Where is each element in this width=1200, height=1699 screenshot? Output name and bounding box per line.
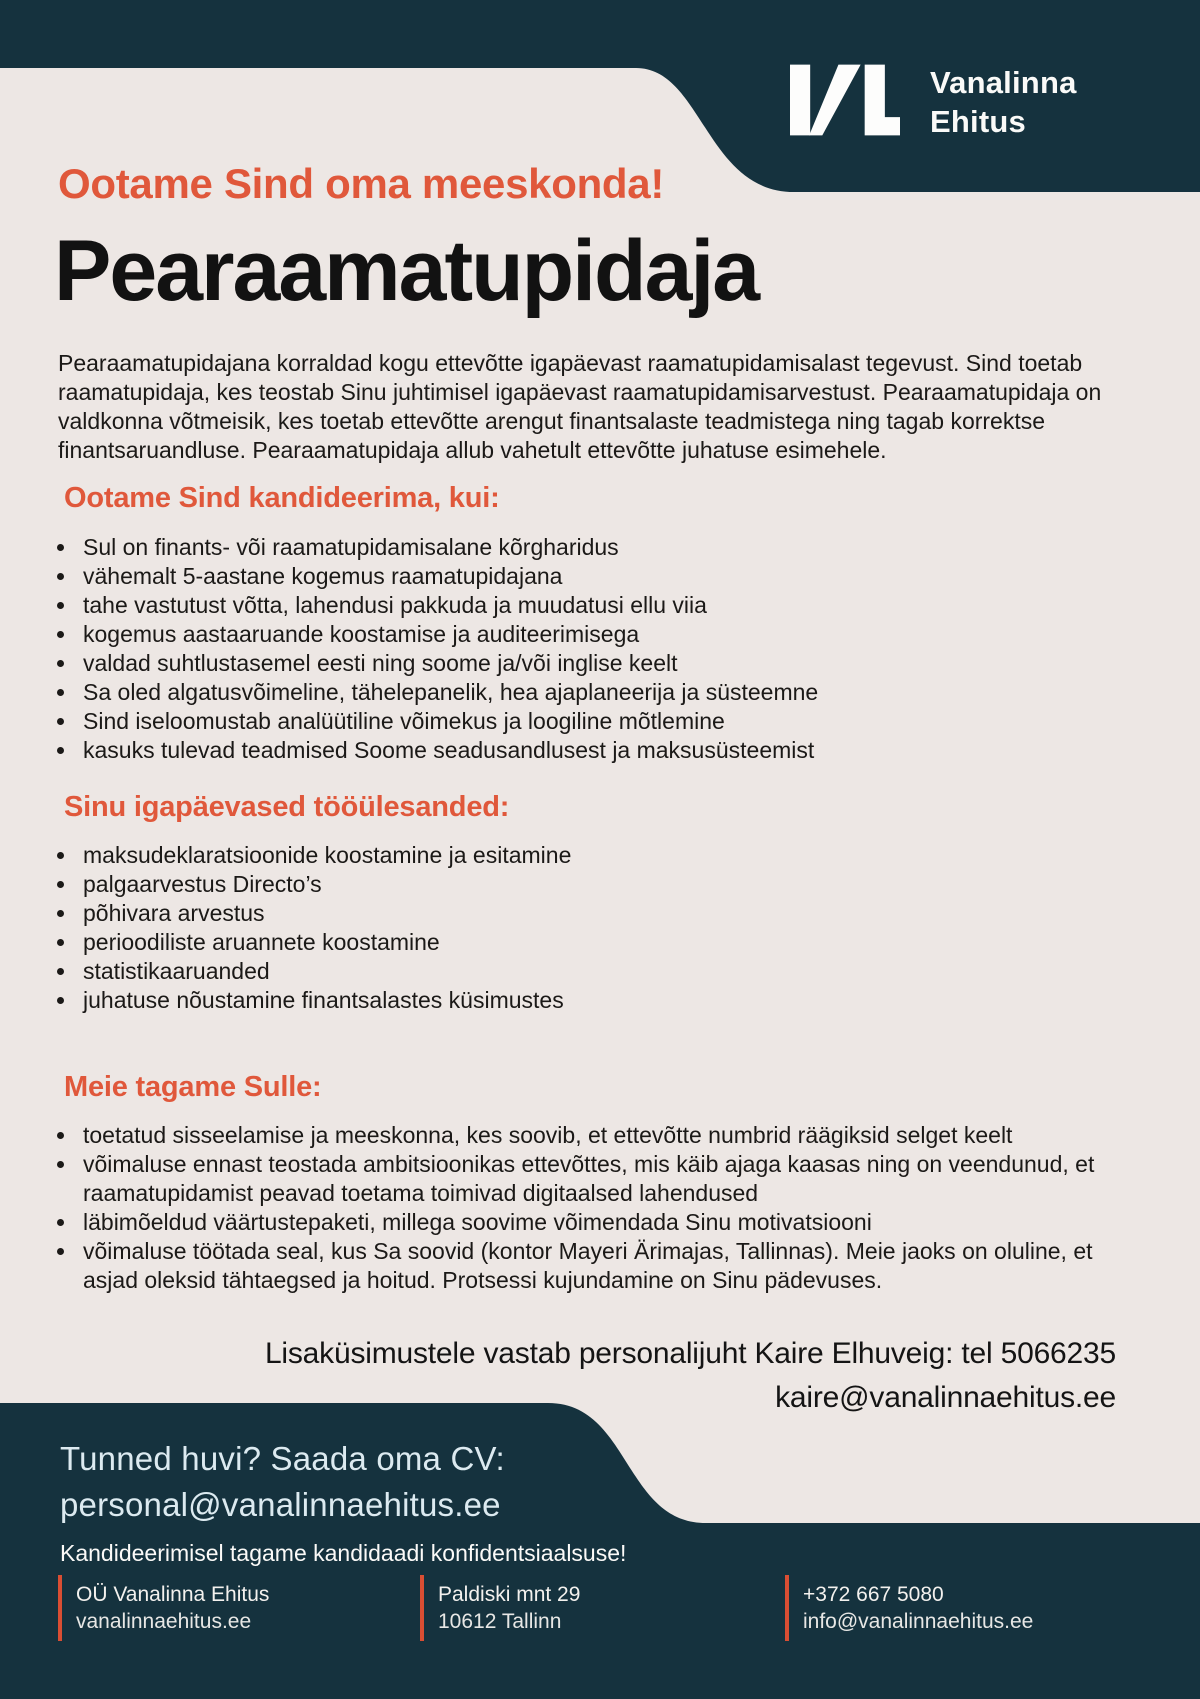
cv-email[interactable]: personal@vanalinnaehitus.ee: [60, 1486, 501, 1523]
list-item: kogemus aastaaruande koostamise ja auditeerimisega: [52, 620, 1132, 649]
footer-address-street: Paldiski mnt 29: [438, 1583, 581, 1606]
footer-company-name: OÜ Vanalinna Ehitus: [76, 1583, 270, 1606]
list-item: palgaarvestus Directo’s: [52, 870, 1132, 899]
list-item: statistikaaruanded: [52, 957, 1132, 986]
list-item: Sul on finants- või raamatupidamisalane kõrgharidus: [52, 533, 1132, 562]
brand-name-line1: Vanalinna: [930, 65, 1077, 100]
intro-paragraph: Pearaamatupidajana korraldad kogu ettevõtte igapäevast raamatupidamisalast tegevust. Sind toetab raamatupidaja, kes teostab Sinu juhtimisel igapäevast raamatupidamisarvestust. Pearaamatupidaja on valdkonna võtmeisik, kes toetab ettevõtte arengut finantsalaste teadmistega ning tagab korrektse finantsaruandluse. Pearaamatupidaja allub vahetult ettevõtte juhatuse esimehele.: [58, 350, 1102, 463]
list-item: juhatuse nõustamine finantsalastes küsimustes: [52, 986, 1132, 1015]
section-heading-candidate-requirements: Ootame Sind kandideerima, kui:: [64, 482, 500, 514]
list-item: vähemalt 5-aastane kogemus raamatupidajana: [52, 562, 1132, 591]
footer-column-contact: [785, 1575, 1033, 1641]
footer-column-company: [58, 1575, 269, 1641]
list-item: läbimõeldud väärtustepaketi, millega soovime võimendada Sinu motivatsiooni: [52, 1208, 1132, 1237]
contact-email[interactable]: kaire@vanalinnaehitus.ee: [775, 1381, 1116, 1414]
list-item: põhivara arvestus: [52, 899, 1132, 928]
footer-phone[interactable]: +372 667 5080: [803, 1583, 944, 1606]
brand-block: [790, 62, 1077, 141]
hero-kicker: Ootame Sind oma meeskonda!: [58, 160, 665, 207]
list-item: Sa oled algatusvõimeline, tähelepanelik, hea ajaplaneerija ja süsteemne: [52, 678, 1132, 707]
list-item: toetatud sisseelamise ja meeskonna, kes soovib, et ettevõtte numbrid räägiksid selget keelt: [52, 1121, 1132, 1150]
list-item: tahe vastutust võtta, lahendusi pakkuda ja muudatusi ellu viia: [52, 591, 1132, 620]
vl-monogram-icon: [790, 62, 900, 138]
list-item: võimaluse töötada seal, kus Sa soovid (kontor Mayeri Ärimajas, Tallinnas). Meie jaoks on oluline, et asjad oleksid tähtaegsed ja hoitud. Protsessi kujundamine on Sinu pädevuses.: [52, 1237, 1132, 1295]
list-item: perioodiliste aruannete koostamine: [52, 928, 1132, 957]
offer-list: [52, 1121, 1132, 1295]
footer-company-website[interactable]: vanalinnaehitus.ee: [76, 1610, 252, 1633]
tasks-list: [52, 841, 1132, 1015]
cv-prompt: Tunned huvi? Saada oma CV:: [60, 1440, 505, 1477]
footer-info-email[interactable]: info@vanalinnaehitus.ee: [803, 1610, 1034, 1633]
page-title: Pearaamatupidaja: [54, 223, 759, 319]
section-heading-we-offer: Meie tagame Sulle:: [64, 1071, 322, 1103]
list-item: maksudeklaratsioonide koostamine ja esitamine: [52, 841, 1132, 870]
contact-block: [265, 1332, 1116, 1420]
contact-person-line: Lisaküsimustele vastab personalijuht Kaire Elhuveig: tel 5066235: [264, 1337, 1116, 1370]
brand-name: [930, 62, 1077, 141]
list-item: Sind iseloomustab analüütiline võimekus ja loogiline mõtlemine: [52, 707, 1132, 736]
confidentiality-note: Kandideerimisel tagame kandidaadi konfidentsiaalsuse!: [60, 1540, 627, 1566]
brand-name-line2: Ehitus: [930, 104, 1026, 139]
footer-address-city: 10612 Tallinn: [438, 1610, 562, 1633]
section-heading-daily-tasks: Sinu igapäevased tööülesanded:: [64, 791, 510, 823]
list-item: kasuks tulevad teadmised Soome seadusandlusest ja maksusüsteemist: [52, 736, 1132, 765]
requirements-list: [52, 533, 1132, 765]
list-item: võimaluse ennast teostada ambitsioonikas ettevõttes, mis käib ajaga kaasas ning on veendunud, et raamatupidamist peavad toetama toimivad digitaalsed lahendused: [52, 1150, 1132, 1208]
footer-column-address: [420, 1575, 580, 1641]
list-item: valdad suhtlustasemel eesti ning soome ja/või inglise keelt: [52, 649, 1132, 678]
